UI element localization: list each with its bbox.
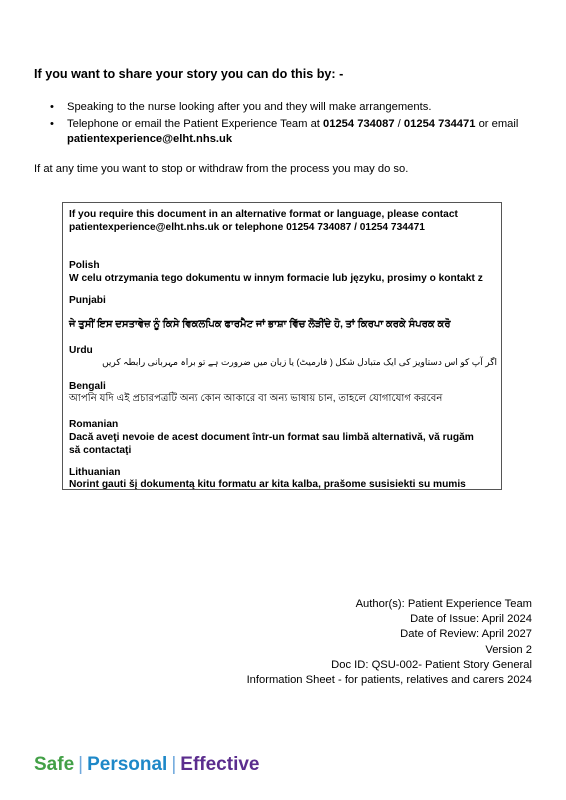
section-heading: If you want to share your story you can do this by: - [34, 67, 344, 81]
list-item [50, 100, 550, 115]
bullet-text: Speaking to the nurse looking after you and they will make arrangements. [67, 101, 432, 113]
version: Version 2 [485, 643, 532, 656]
separator: / [394, 118, 404, 130]
value-safe: Safe [34, 754, 75, 775]
urdu-text: اگر آپ کو اس دستاویز کی ایک متبادل شکل ( فارمیٹ) یا زبان میں ضرورت ہے تو براہ مہربانی رابطہ کریں [102, 357, 497, 367]
withdraw-note: If at any time you want to stop or withdraw from the process you may do so. [34, 163, 409, 175]
email-link[interactable]: patientexperience@elht.nhs.uk [67, 133, 233, 145]
bengali-title: Bengali [69, 381, 106, 392]
document-metadata [247, 597, 532, 688]
bullet-icon: • [50, 101, 54, 113]
contact-options-list [50, 100, 550, 149]
lithuanian-text: Norint gauti šį dokumentą kitu formatu ar kita kalba, prašome susisiekti su mumis [69, 479, 466, 490]
value-effective: Effective [180, 754, 260, 775]
info-sheet-label: Information Sheet - for patients, relatives and carers 2024 [246, 674, 532, 687]
authors: Author(s): Patient Experience Team [355, 598, 532, 610]
punjabi-text: ਜੇ ਤੁਸੀਂ ਇਸ ਦਸਤਾਵੇਜ਼ ਨੂੰ ਕਿਸੇ ਵਿਕਲਪਿਕ ਫਾਰਮੈਟ ਜਾਂ ਭਾਸ਼ਾ ਵਿੱਚ ਲੋੜੀਂਦੇ ਹੋ, ਤਾਂ ਕਿਰਪਾ ਕਰਕੇ ਸੰਪਰਕ ਕਰੋ [69, 319, 451, 330]
intro-line: If you require this document in an alternative format or language, please contact [69, 209, 458, 220]
romanian-title: Romanian [69, 419, 119, 430]
phone-number[interactable]: 01254 734087 [323, 118, 395, 130]
polish-text: W celu otrzymania tego dokumentu w innym formacie lub języku, prosimy o kontakt z [69, 273, 483, 284]
urdu-title: Urdu [69, 345, 93, 356]
romanian-text-line1: Dacă aveţi nevoie de acest document într-un format sau limbă alternativă, vă rugăm [69, 432, 474, 443]
punjabi-title: Punjabi [69, 295, 106, 306]
alternative-language-box [62, 202, 502, 490]
bullet-icon: • [50, 118, 54, 130]
date-of-review: Date of Review: April 2027 [400, 628, 532, 641]
bullet-text: or email [475, 118, 519, 130]
bullet-text: Telephone or email the Patient Experience Team at [67, 118, 324, 130]
list-item [50, 117, 550, 147]
romanian-text-line2: să contactaţi [69, 445, 132, 456]
polish-title: Polish [69, 260, 100, 271]
intro-contact-line[interactable]: patientexperience@elht.nhs.uk or telephone 01254 734087 / 01254 734471 [69, 222, 425, 233]
date-of-issue: Date of Issue: April 2024 [410, 613, 532, 626]
value-personal: Personal [87, 754, 168, 775]
bengali-text: আপনি যদি এই প্রচারপত্রটি অন্য কোন আকারে বা অন্য ভাষায় চান, তাহলে যোগাযোগ করবেন [69, 393, 443, 404]
doc-id: Doc ID: QSU-002- Patient Story General [331, 658, 532, 671]
lithuanian-title: Lithuanian [69, 467, 121, 478]
divider: | [171, 754, 177, 775]
phone-number[interactable]: 01254 734471 [403, 118, 476, 130]
divider: | [78, 754, 84, 775]
footer-values [34, 754, 259, 776]
